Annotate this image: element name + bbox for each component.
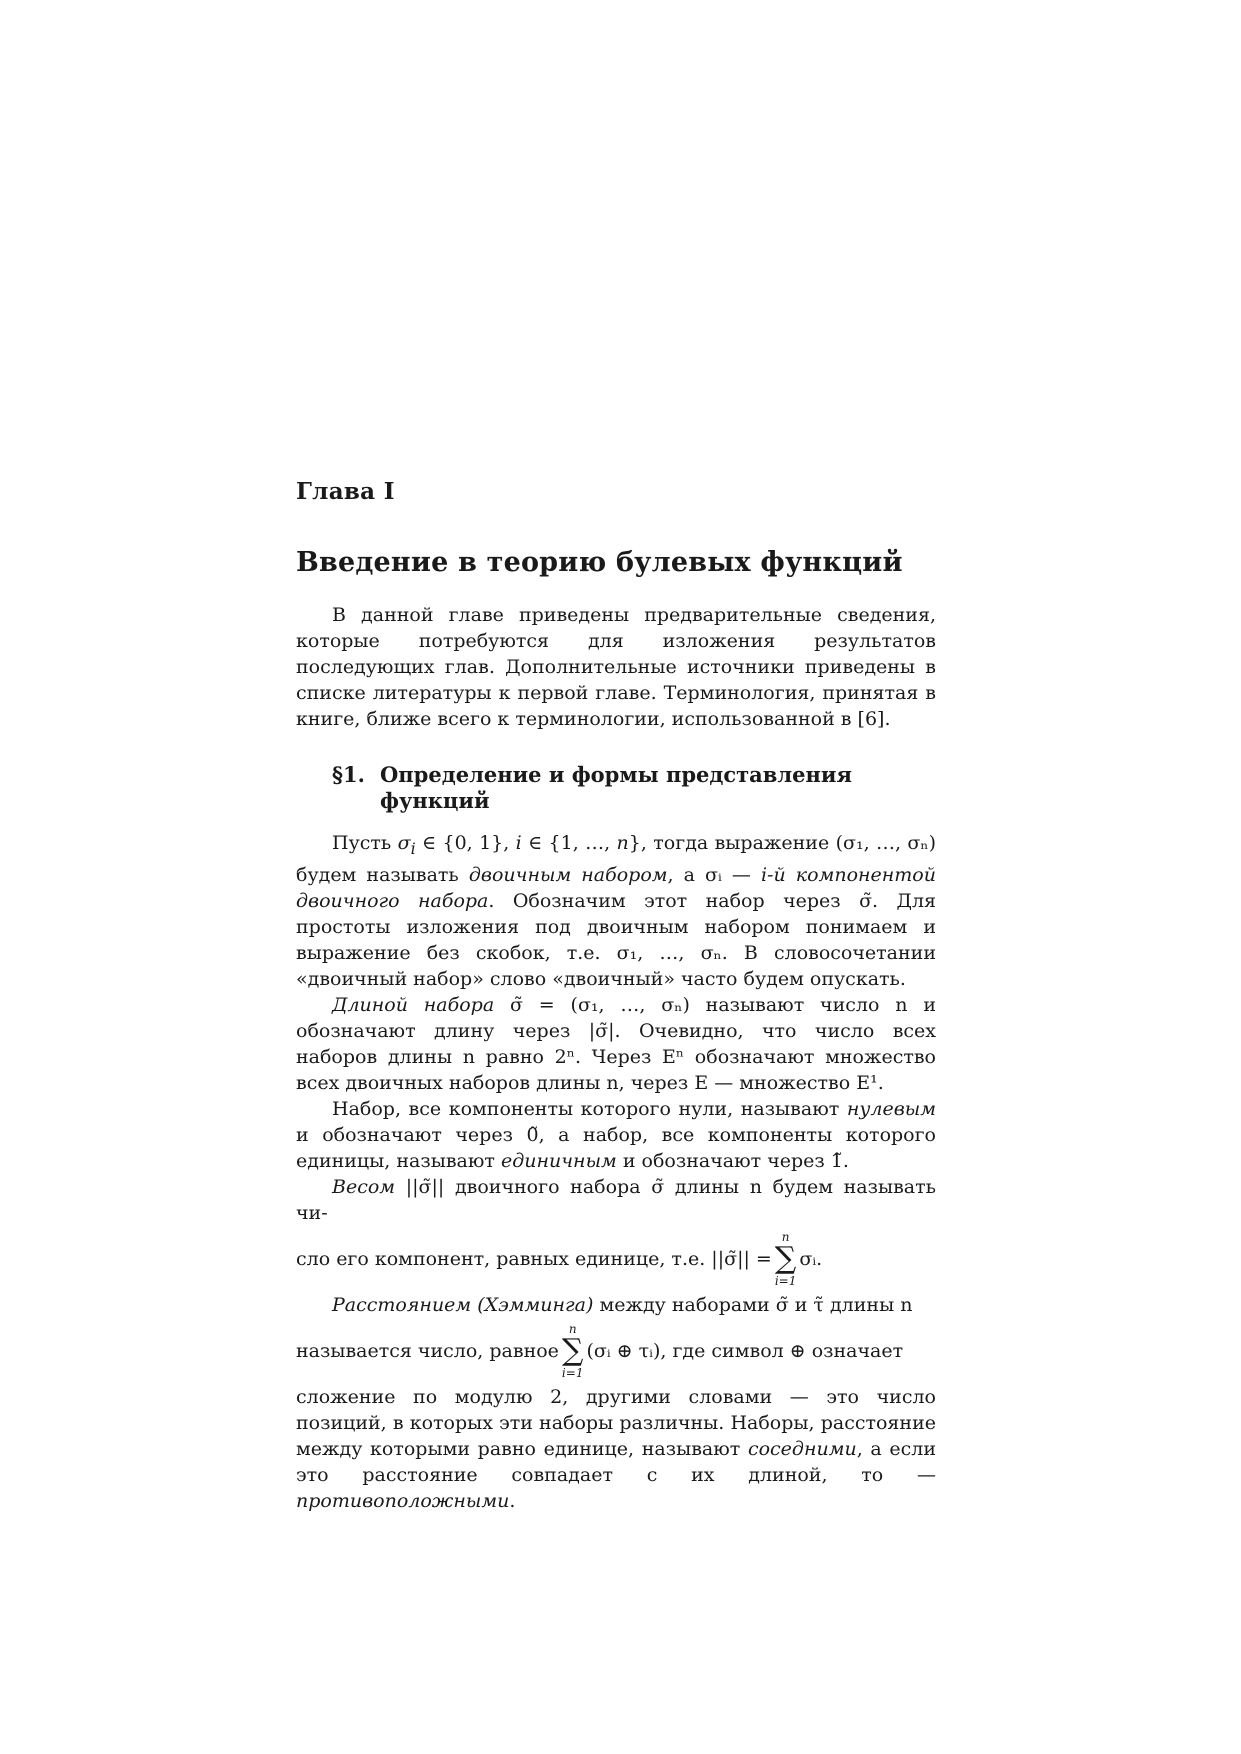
section-title-line1: Определение и формы представления (380, 762, 853, 787)
text-run: ∈ {0, 1}, (415, 832, 516, 854)
weight-line1 (296, 1174, 936, 1226)
distance-line1 (296, 1292, 936, 1318)
paragraph-binary-set: Пусть $\sigma_i$ ∈ {0, 1}, i ∈ {1, …, n}, тогда выражение (σ₁, …, σₙ) будем называть двоичным набором, а σᵢ — i-й компонентой двоичного набора. Обозначим этот набор через σ̃. Для простоты изложения под двоичным набором понимаем и выражение без скобок, т.е. σ₁, …, σₙ. В словосочетании «двоичный набор» слово «двоичный» часто будем опускать. (296, 832, 937, 990)
text-run: }, тогда выражение (σ₁, …, σₙ) будем называть (296, 832, 936, 886)
paragraph-length (296, 992, 936, 1096)
text-run: ||σ̃|| двоичного набора σ̃ длины n будем называть чи- (296, 1175, 936, 1224)
sum-upper-limit: n (568, 1321, 577, 1336)
text-run: . (509, 1489, 516, 1512)
section-number: §1. (332, 762, 365, 787)
sigma-sum-icon: ∑ (774, 1240, 797, 1276)
section-title-line2: функций (380, 788, 490, 813)
intro-paragraph: В данной главе приведены предварительные сведения, которые потребуются для изложения результатов последующих глав. Дополнительные источники приведены в списке литературы к первой главе. Терминология, принятая в книге, ближе всего к терминологии, использованной в [6]. (296, 604, 936, 730)
paragraph-weight (296, 1174, 936, 1288)
text-run: ∈ {1, …, (521, 832, 617, 854)
text-run: называется число, равное (296, 1339, 559, 1362)
text-run: и обозначают через 1̃. (616, 1149, 849, 1172)
sum-lower-limit: i=1 (774, 1273, 797, 1288)
term-component: i-й компонентой двоичного набора (296, 863, 936, 912)
sigma-sum-icon: ∑ (561, 1332, 584, 1368)
summation-symbol (562, 1322, 584, 1380)
text-run: . Обозначим этот набор через σ̃. Для простоты изложения под двоичным набором понимаем и выражение без скобок, т.е. σ₁, …, σₙ. В словосочетании «двоичный набор» слово «двоичный» часто будем опускать. (296, 889, 937, 990)
summation-symbol (775, 1230, 797, 1288)
chapter-title: Введение в теорию булевых функций (296, 547, 903, 578)
text-run: (σᵢ ⊕ τᵢ), где символ ⊕ означает (586, 1339, 904, 1362)
page-body (296, 478, 936, 1514)
term-unit: единичным (500, 1149, 617, 1172)
math-n: n (616, 832, 629, 854)
weight-formula-line (296, 1230, 936, 1288)
paragraph-zero-unit (296, 1096, 936, 1174)
distance-formula-line (296, 1322, 936, 1380)
chapter-label: Глава I (296, 478, 395, 505)
text-run: , а если это расстояние совпадает с их длиной, то — (296, 1437, 936, 1486)
text-run: Набор, все компоненты которого нули, называют (332, 1097, 847, 1120)
term-adjacent: соседними (747, 1437, 857, 1460)
term-opposite: противоположными (296, 1489, 510, 1512)
text-run: сло его компонент, равных единице, т.е. ||σ̃|| = (296, 1247, 772, 1270)
text-run: между наборами σ̃ и τ̃ длины n (593, 1293, 913, 1316)
term-zero: нулевым (846, 1097, 936, 1120)
term-binary-set: двоичным набором (468, 863, 668, 886)
sum-upper-limit: n (781, 1229, 790, 1244)
math-sigma: σ (397, 832, 411, 854)
text-run: и обозначают через 0̃, а набор, все компоненты которого единицы, называют (296, 1123, 936, 1172)
text-run: σ̃ = (σ₁, …, σₙ) называют число n и обозначают длину через |σ̃|. Очевидно, что число всех наборов длины n равно 2ⁿ. Через Eⁿ обозначают множество всех двоичных наборов длины n, через E — множество E¹. (296, 993, 936, 1094)
paragraph-distance (296, 1292, 936, 1514)
sum-lower-limit: i=1 (561, 1365, 584, 1380)
text-run: σᵢ. (799, 1247, 823, 1270)
text-run: сложение по модулю 2, другими словами — это число позиций, в которых эти наборы различны. Наборы, расстояние между которыми равно единице, называют (296, 1385, 936, 1460)
section-heading (332, 762, 936, 814)
text-run: Пусть (332, 832, 398, 854)
term-distance: Расстоянием (Хэмминга) (332, 1293, 594, 1316)
text-run: , а σᵢ — (667, 863, 761, 886)
math-i: i (515, 832, 522, 854)
term-weight: Весом (332, 1175, 396, 1198)
distance-line3 (296, 1384, 936, 1514)
term-length: Длиной набора (332, 993, 495, 1016)
